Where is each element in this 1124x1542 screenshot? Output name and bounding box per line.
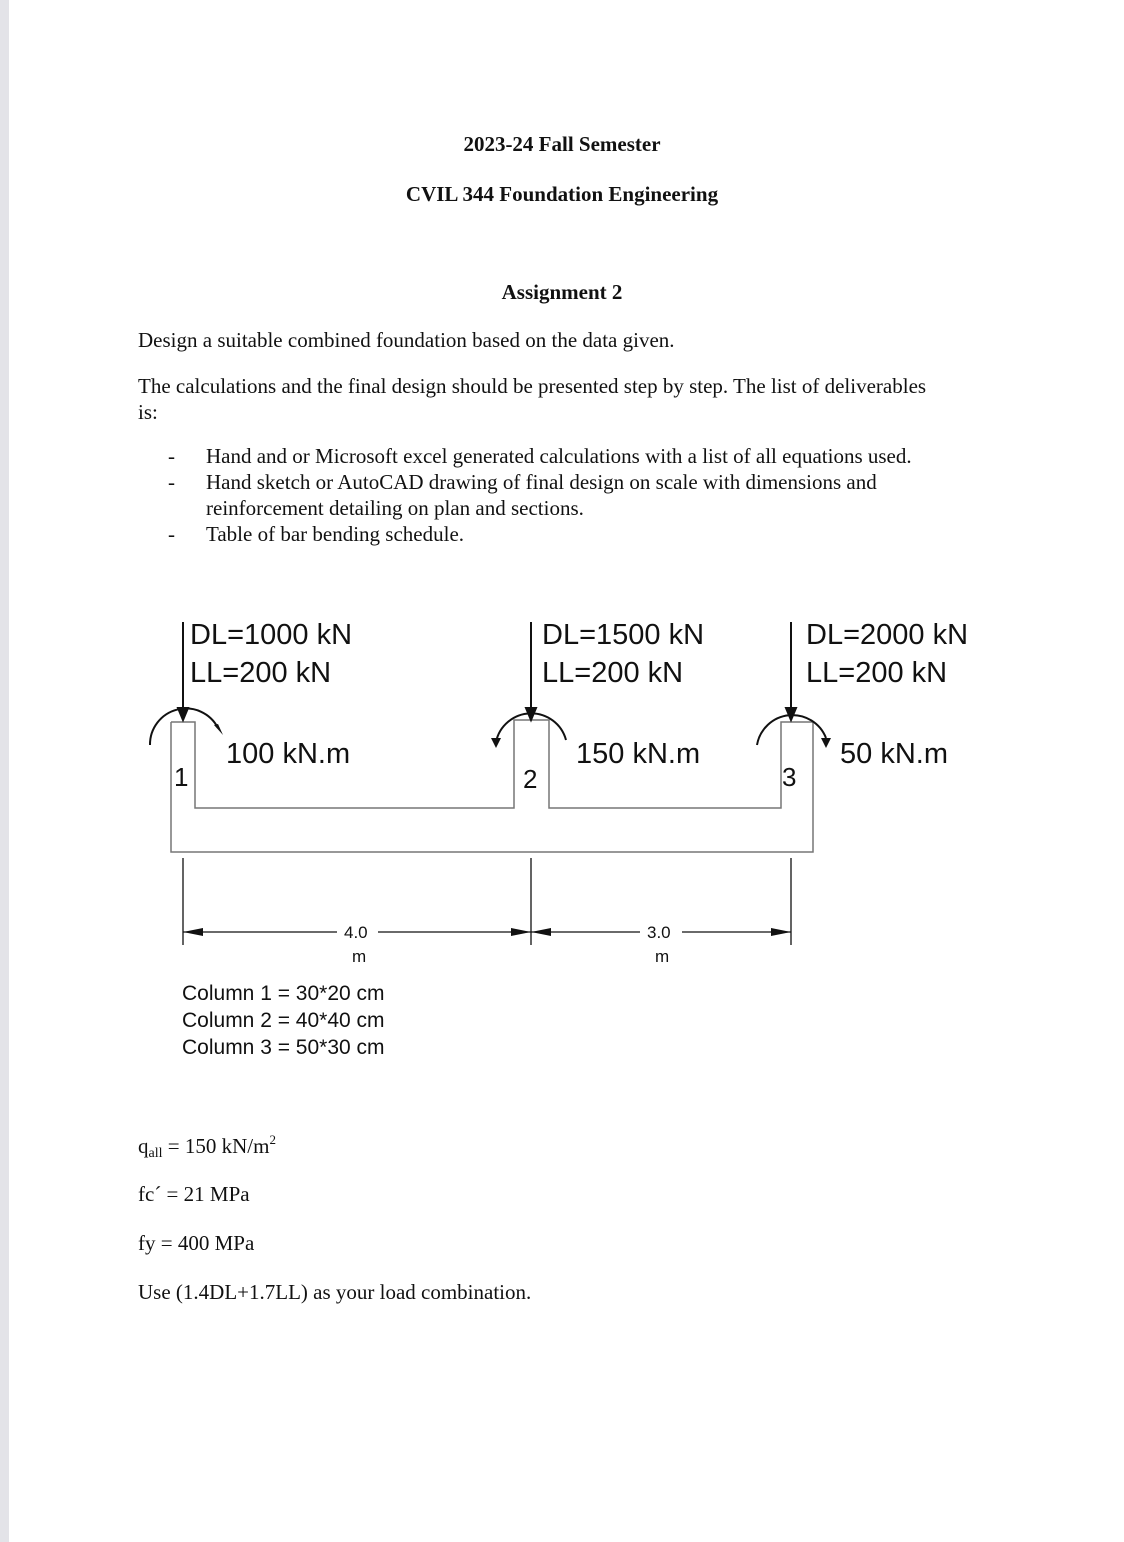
moment-arrow-head [214,724,223,735]
col1-live-load: LL=200 kN [190,657,332,689]
column-1-size: Column 1 = 30*20 cm [182,982,385,1005]
col3-label: 3 [782,762,797,792]
col1-dead-load: DL=1000 kN [190,619,353,651]
column-2-size: Column 2 = 40*40 cm [182,1009,385,1032]
span1-unit: m [352,947,367,966]
allowable-bearing: $q_{all} = 150$ $kN/m^2$ [138,1132,276,1161]
intro-line: Design a suitable combined foundation based on the data given. [138,328,675,352]
moment-arrow-head [821,738,831,748]
moment-arrow-head [491,738,501,748]
load-combination: Use (1.4DL+1.7LL) as your load combination. [138,1280,532,1304]
list-item: - Hand and or Microsoft excel generated calculations with a list of all equations used. [168,443,998,469]
list-item: - Table of bar bending schedule. [168,521,998,547]
dim-arrow [771,928,791,936]
deliverables-intro: The calculations and the final design should be presented step by step. The list of deliverables [138,374,927,398]
steel-yield: fy = 400 MPa [138,1231,255,1255]
list-item: - Hand sketch or AutoCAD drawing of final design on scale with dimensions and reinforcement detailing on plan and sections. [168,469,966,521]
column-3-size: Column 3 = 50*30 cm [182,1036,385,1059]
span2-unit: m [655,947,670,966]
assignment-title: Assignment 2 [501,280,623,304]
column-dimensions [182,980,385,1061]
semester-heading: 2023-24 Fall Semester [463,132,661,156]
col2-label: 2 [523,764,538,794]
col3-live-load: LL=200 kN [806,657,948,689]
concrete-strength: fc´ = 21 MPa [138,1182,250,1206]
span1-value: 4.0 [344,923,368,942]
dim-arrow [511,928,531,936]
deliverables-intro-end: is: [138,400,158,424]
course-title: CVIL 344 Foundation Engineering [405,182,719,206]
col3-dead-load: DL=2000 kN [806,619,969,651]
span2-value: 3.0 [647,923,671,942]
col2-moment: 150 kN.m [576,738,701,770]
col1-label: 1 [174,762,189,792]
dim-arrow [183,928,203,936]
col3-moment: 50 kN.m [840,738,948,770]
col2-live-load: LL=200 kN [542,657,684,689]
arrow-head [786,708,796,720]
col2-dead-load: DL=1500 kN [542,619,705,651]
col1-moment: 100 kN.m [226,738,351,770]
dim-arrow [531,928,551,936]
